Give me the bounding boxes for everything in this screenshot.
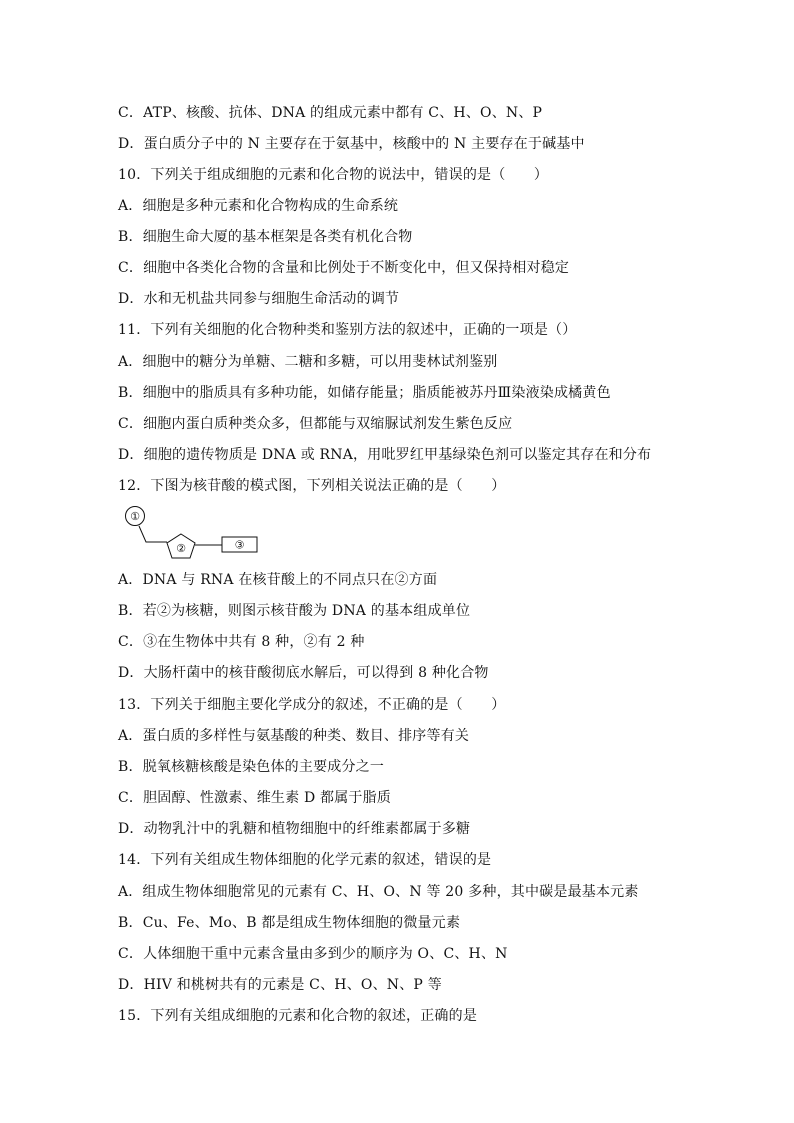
q14-option-d: D．HIV 和桃树共有的元素是 C、H、O、N、P 等 [118,977,442,993]
q13-option-c: C．胆固醇、性激素、维生素 D 都属于脂质 [118,790,392,806]
nucleotide-svg [118,505,278,565]
q10-option-a: A．细胞是多种元素和化合物构成的生命系统 [118,198,399,214]
q13-option-b: B．脱氧核糖核酸是染色体的主要成分之一 [118,759,385,775]
q9-option-c: C．ATP、核酸、抗体、DNA 的组成元素中都有 C、H、O、N、P [118,105,543,121]
base-label: ③ [234,538,245,552]
q13-stem: 13．下列关于细胞主要化学成分的叙述，不正确的是（ ） [118,697,506,713]
phosphate-label: ① [130,510,140,523]
q11-option-c: C．细胞内蛋白质种类众多，但都能与双缩脲试剂发生紫色反应 [118,416,513,432]
q14-option-b: B．Cu、Fe、Mo、B 都是组成生物体细胞的微量元素 [118,915,461,931]
q14-option-a: A．组成生物体细胞常见的元素有 C、H、O、N 等 20 多种，其中碳是最基本元素 [118,884,639,900]
nucleotide-diagram [118,505,278,565]
phosphate-sugar-bond [139,526,167,542]
q13-option-d: D．动物乳汁中的乳糖和植物细胞中的纤维素都属于多糖 [118,821,471,837]
q10-option-d: D．水和无机盐共同参与细胞生命活动的调节 [118,291,400,307]
q14-stem: 14．下列有关组成生物体细胞的化学元素的叙述，错误的是 [118,852,492,868]
q12-option-c: C．③在生物体中共有 8 种，②有 2 种 [118,634,365,650]
pentose-label: ② [176,542,186,555]
q9-option-d: D．蛋白质分子中的 N 主要存在于氨基中，核酸中的 N 主要存在于碱基中 [118,136,585,152]
q11-option-b: B．细胞中的脂质具有多种功能，如储存能量；脂质能被苏丹Ⅲ染液染成橘黄色 [118,385,611,401]
q10-option-b: B．细胞生命大厦的基本框架是各类有机化合物 [118,229,413,245]
q11-option-a: A．细胞中的糖分为单糖、二糖和多糖，可以用斐林试剂鉴别 [118,354,498,370]
q14-option-c: C．人体细胞干重中元素含量由多到少的顺序为 O、C、H、N [118,946,508,962]
q11-option-d: D．细胞的遗传物质是 DNA 或 RNA，用吡罗红甲基绿染色剂可以鉴定其存在和分布 [118,447,652,463]
q12-option-d: D．大肠杆菌中的核苷酸彻底水解后，可以得到 8 种化合物 [118,665,489,681]
q12-stem: 12．下图为核苷酸的模式图，下列相关说法正确的是（ ） [118,478,506,494]
q12-option-b: B．若②为核糖，则图示核苷酸为 DNA 的基本组成单位 [118,603,471,619]
q12-option-a: A．DNA 与 RNA 在核苷酸上的不同点只在②方面 [118,572,438,588]
q15-stem: 15．下列有关组成细胞的元素和化合物的叙述，正确的是 [118,1008,478,1024]
q10-option-c: C．细胞中各类化合物的含量和比例处于不断变化中，但又保持相对稳定 [118,260,570,276]
q10-stem: 10．下列关于组成细胞的元素和化合物的说法中，错误的是（ ） [118,167,549,183]
q11-stem: 11．下列有关细胞的化合物种类和鉴别方法的叙述中，正确的一项是（） [118,322,577,338]
q13-option-a: A．蛋白质的多样性与氨基酸的种类、数目、排序等有关 [118,728,470,744]
